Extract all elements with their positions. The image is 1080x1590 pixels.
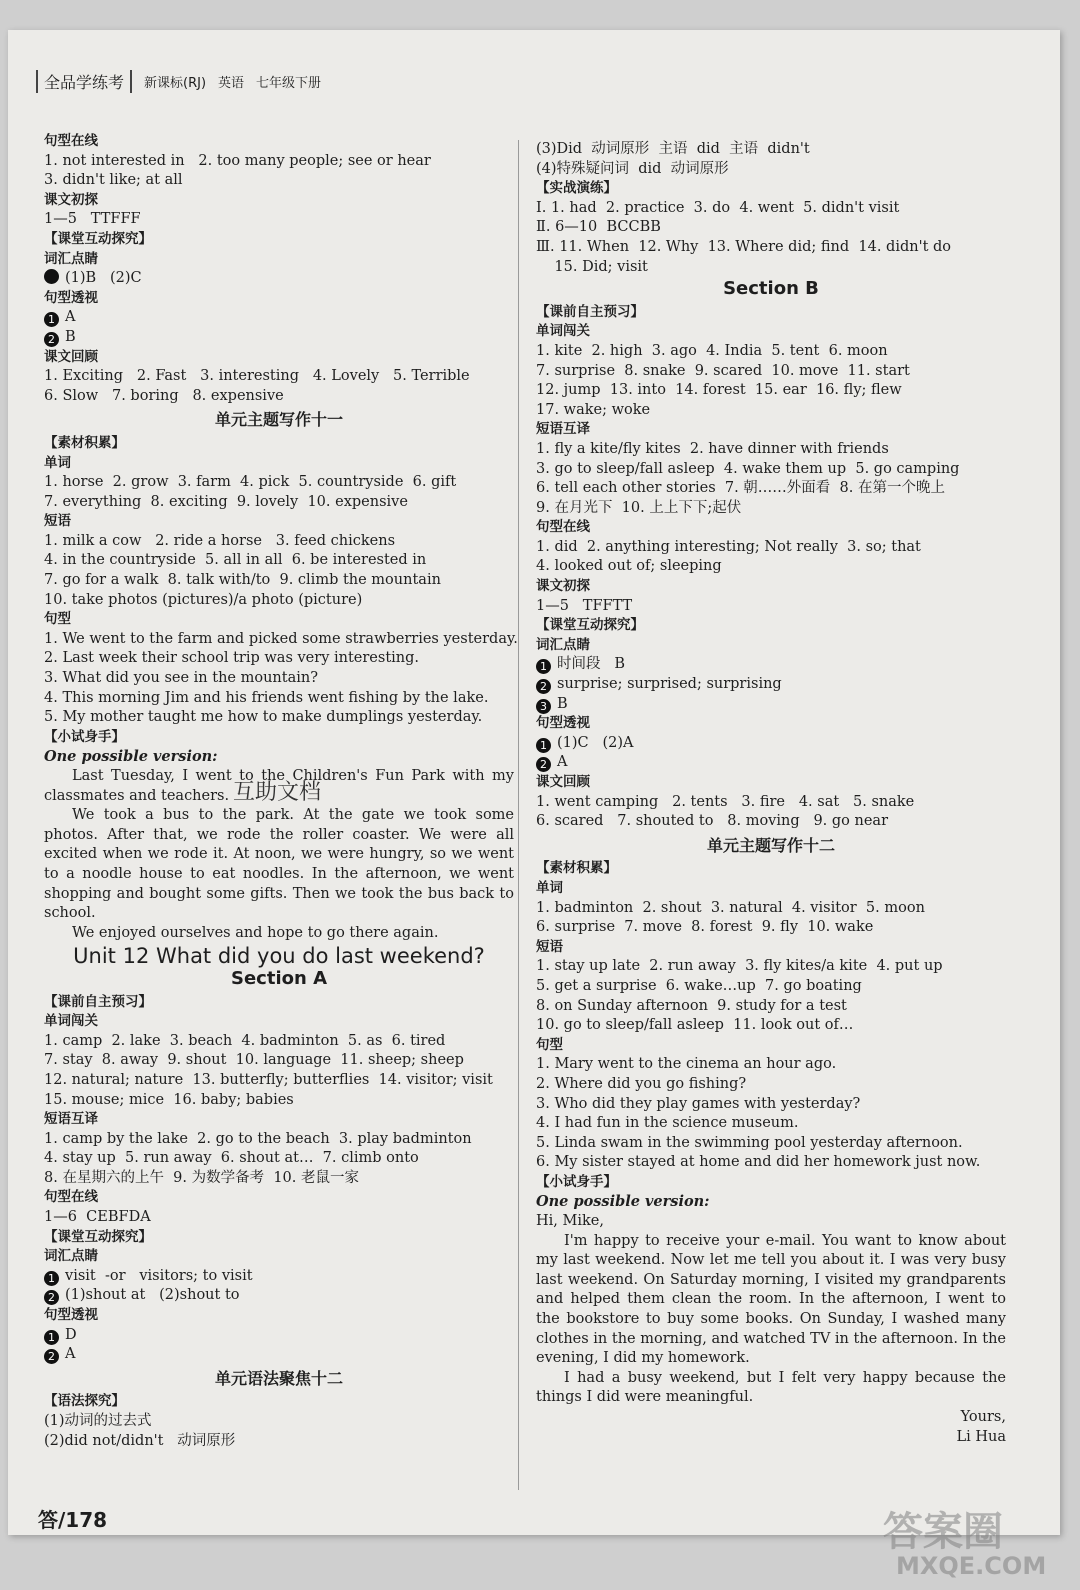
- section-heading: 单词: [44, 454, 71, 471]
- answer-line: (4)特殊疑问词 did 动词原形: [536, 160, 729, 177]
- section-heading: 【课前自主预习】: [536, 303, 644, 320]
- answer-text: D: [65, 1326, 77, 1343]
- answer-text: A: [557, 754, 568, 771]
- section-heading: 课文回顾: [536, 774, 590, 790]
- answer-line: 1. Exciting 2. Fast 3. interesting 4. Lovely 5. Terrible: [44, 368, 470, 385]
- section-heading: 课文初探: [536, 578, 590, 595]
- answer-line: 1. We went to the farm and picked some strawberries yesterday.: [44, 630, 518, 647]
- numbered-answer: [536, 675, 1006, 695]
- answer-line: 3. didn't like; at all: [44, 172, 183, 189]
- answer-text: A: [65, 309, 76, 326]
- handwritten-stamp: 互助文档: [233, 780, 322, 805]
- section-heading: 短语: [536, 938, 563, 955]
- answer-line: 4. I had fun in the science museum.: [536, 1115, 799, 1132]
- answer-line: 8. 在星期六的上午 9. 为数学备考 10. 老鼠一家: [44, 1169, 359, 1186]
- section-heading: 【小试身手】: [44, 728, 125, 745]
- answer-line: 1. stay up late 2. run away 3. fly kites/a kite 4. put up: [536, 958, 943, 975]
- answer-line: 7. stay 8. away 9. shout 10. language 11. sheep; sheep: [44, 1052, 464, 1069]
- answer-line: 4. This morning Jim and his friends went fishing by the lake.: [44, 689, 489, 706]
- section-heading: 课文回顾: [44, 348, 98, 365]
- section-heading: 句型透视: [44, 1307, 98, 1324]
- answer-line: 1. kite 2. high 3. ago 4. India 5. tent 6. moon: [536, 342, 888, 359]
- section-heading: 短语: [44, 513, 71, 530]
- answer-line: (1)动词的过去式: [44, 1413, 152, 1429]
- answer-line: 7. everything 8. exciting 9. lovely 10. expensive: [44, 493, 408, 510]
- numbered-answer: [44, 1345, 514, 1365]
- numbered-answer: [44, 1267, 514, 1287]
- number-badge-icon: 1: [44, 1330, 59, 1345]
- section-heading: 课文初探: [44, 191, 98, 208]
- number-badge-icon: 2: [44, 1290, 59, 1305]
- section-heading: 句型: [44, 611, 71, 628]
- answer-line: 1. badminton 2. shout 3. natural 4. visitor 5. moon: [536, 899, 925, 916]
- answer-line: 1—6 CEBFDA: [44, 1209, 151, 1226]
- unit-title: Unit 12 What did you do last weekend?: [73, 944, 485, 969]
- answer-line: 2. Where did you go fishing?: [536, 1075, 747, 1092]
- essay-paragraph: Last Tuesday, I went to the Children's Fun Park with my classmates and teachers.: [44, 768, 514, 804]
- answer-line: Ⅲ. 11. When 12. Why 13. Where did; find 14. didn't do: [536, 238, 952, 255]
- number-badge-icon: 1: [44, 312, 59, 327]
- answer-line: 10. go to sleep/fall asleep 11. look out of…: [536, 1017, 854, 1034]
- section-heading: 句型在线: [44, 133, 98, 149]
- essay-paragraph: We enjoyed ourselves and hope to go there again.: [72, 924, 439, 941]
- answer-line: 1. horse 2. grow 3. farm 4. pick 5. countryside 6. gift: [44, 474, 457, 491]
- answer-line: 15. mouse; mice 16. baby; babies: [44, 1091, 294, 1108]
- version-label: One possible version:: [44, 748, 218, 766]
- number-badge-icon: 2: [44, 332, 59, 347]
- answer-page: [8, 30, 1060, 1580]
- answer-line: 1. milk a cow 2. ride a horse 3. feed chickens: [44, 532, 396, 549]
- answer-line: 1. Mary went to the cinema an hour ago.: [536, 1056, 837, 1073]
- answer-line: 3. Who did they play games with yesterday?: [536, 1095, 861, 1112]
- numbered-answer: [536, 655, 1006, 675]
- subject-label: 英语: [218, 76, 245, 91]
- section-heading: 单词闯关: [44, 1013, 98, 1030]
- answer-line: Ⅱ. 6—10 BCCBB: [536, 219, 661, 236]
- signature-line: Li Hua: [956, 1428, 1006, 1445]
- answer-line: (2)did not/didn't 动词原形: [44, 1432, 236, 1449]
- answer-text: (1)C (2)A: [557, 734, 634, 751]
- section-heading: 词汇点睛: [44, 1248, 98, 1265]
- bullet-dot-icon: [44, 269, 59, 284]
- number-badge-icon: 1: [44, 1271, 59, 1286]
- version-label: One possible version:: [536, 1193, 710, 1211]
- section-heading: 单词闯关: [536, 323, 590, 340]
- answer-line: 15. Did; visit: [536, 258, 648, 275]
- section-heading: 【素材积累】: [44, 434, 125, 451]
- answer-line: Hi, Mike,: [536, 1213, 604, 1230]
- answer-line: 6. scared 7. shouted to 8. moving 9. go near: [536, 813, 889, 830]
- section-heading: 句型透视: [44, 289, 98, 306]
- right-column: [536, 140, 1006, 1447]
- answer-line: 7. go for a walk 8. talk with/to 9. climb the mountain: [44, 572, 441, 589]
- page-header: [36, 70, 321, 93]
- answer-line: 1. went camping 2. tents 3. fire 4. sat 5. snake: [536, 793, 915, 810]
- number-badge-icon: 1: [536, 659, 551, 674]
- numbered-answer: [44, 328, 514, 348]
- section-heading: 短语互译: [44, 1111, 98, 1128]
- answer-text: A: [65, 1346, 76, 1363]
- answer-text: surprise; surprised; surprising: [557, 676, 782, 693]
- answer-line: 1. camp 2. lake 3. beach 4. badminton 5. as 6. tired: [44, 1032, 446, 1049]
- answer-line: 4. stay up 5. run away 6. shout at… 7. climb onto: [44, 1150, 419, 1167]
- numbered-answer: [536, 734, 1006, 754]
- answer-line: 8. on Sunday afternoon 9. study for a test: [536, 997, 847, 1014]
- section-heading: 【小试身手】: [536, 1173, 617, 1190]
- numbered-answer: [44, 308, 514, 328]
- bullet-answer: [44, 269, 514, 289]
- section-heading: 【语法探究】: [44, 1393, 125, 1410]
- answer-text: visit -or visitors; to visit: [65, 1267, 253, 1284]
- answer-line: 7. surprise 8. snake 9. scared 10. move 11. start: [536, 362, 910, 379]
- module-title: 单元主题写作十二: [706, 835, 835, 855]
- answer-line: 12. jump 13. into 14. forest 15. ear 16. fly; flew: [536, 382, 902, 399]
- section-heading: 句型在线: [44, 1189, 98, 1206]
- numbered-answer: [44, 1286, 514, 1306]
- essay-paragraph: I'm happy to receive your e-mail. You want to know about my last weekend. Now let me tell you about it. I was very busy last weekend. On Saturday morning, I visited my grandparents and helped them clean the room. In the afternoon, I went to the bookstore to buy some books. On Sunday, I washed many clothes in the morning, and watched TV in the afternoon. In the evening, I did my homework.: [536, 1232, 1006, 1367]
- answer-line: 1—5 TTFFF: [44, 211, 141, 228]
- number-badge-icon: 2: [536, 757, 551, 772]
- section-heading: 【课前自主预习】: [44, 993, 152, 1010]
- section-heading: 【实战演练】: [536, 180, 617, 197]
- answer-text: (1)B (2)C: [65, 270, 142, 287]
- answer-line: 6. tell each other stories 7. 朝……外面看 8. 在第一个晚上: [536, 480, 945, 497]
- answer-text: 时间段 B: [557, 656, 625, 673]
- answer-text: B: [65, 328, 76, 345]
- answer-line: 5. My mother taught me how to make dumplings yesterday.: [44, 709, 483, 726]
- numbered-answer: [536, 753, 1006, 773]
- page-number: 答/178: [38, 1508, 108, 1532]
- answer-line: 3. What did you see in the mountain?: [44, 670, 318, 687]
- grade-label: 七年级下册: [256, 76, 322, 91]
- signature-line: Yours,: [960, 1409, 1006, 1425]
- section-heading: 词汇点睛: [44, 250, 98, 267]
- answer-line: 4. looked out of; sleeping: [536, 558, 722, 575]
- number-badge-icon: 2: [536, 679, 551, 694]
- answer-text: B: [557, 695, 568, 712]
- numbered-answer: [536, 695, 1006, 715]
- watermark-url: MXQE.COM: [896, 1552, 1047, 1580]
- module-title: 单元主题写作十一: [214, 410, 343, 430]
- module-title: 单元语法聚焦十二: [214, 1368, 343, 1388]
- answer-line: Ⅰ. 1. had 2. practice 3. do 4. went 5. didn't visit: [536, 199, 900, 216]
- watermark-logo: 答案圈: [883, 1509, 1003, 1555]
- answer-line: 12. natural; nature 13. butterfly; butterflies 14. visitor; visit: [44, 1071, 493, 1088]
- answer-line: (3)Did 动词原形 主语 did 主语 didn't: [536, 141, 810, 157]
- section-heading: 句型: [536, 1036, 563, 1053]
- answer-line: 9. 在月光下 10. 上上下下;起伏: [536, 499, 742, 516]
- section-title: Section B: [723, 278, 819, 300]
- section-heading: 句型在线: [536, 519, 590, 536]
- series-title: 全品学练考: [36, 70, 132, 93]
- answer-line: 1. camp by the lake 2. go to the beach 3. play badminton: [44, 1130, 472, 1147]
- section-heading: 【课堂互动探究】: [536, 617, 644, 634]
- answer-line: 6. Slow 7. boring 8. expensive: [44, 387, 284, 404]
- answer-line: 10. take photos (pictures)/a photo (picture): [44, 591, 363, 608]
- answer-line: 17. wake; woke: [536, 401, 651, 418]
- essay-paragraph: We took a bus to the park. At the gate we took some photos. After that, we rode the roller coaster. We were all excited when we rode it. At noon, we were hungry, so we went to a noodle house to eat noodles. In the afternoon, we went shopping and bought some gifts. Then we took the bus back to school.: [44, 807, 514, 922]
- edition-label: 新课标(RJ): [144, 76, 207, 91]
- answer-line: 1. did 2. anything interesting; Not really 3. so; that: [536, 538, 921, 555]
- numbered-answer: [44, 1326, 514, 1346]
- answer-line: 3. go to sleep/fall asleep 4. wake them up 5. go camping: [536, 460, 960, 477]
- answer-line: 5. get a surprise 6. wake…up 7. go boating: [536, 977, 862, 994]
- answer-line: 2. Last week their school trip was very interesting.: [44, 650, 420, 667]
- section-heading: 【素材积累】: [536, 860, 617, 877]
- column-divider: [518, 140, 519, 1490]
- section-heading: 句型透视: [536, 715, 590, 732]
- number-badge-icon: 2: [44, 1349, 59, 1364]
- section-heading: 【课堂互动探究】: [44, 1228, 152, 1245]
- number-badge-icon: 1: [536, 738, 551, 753]
- answer-line: 1—5 TFFTT: [536, 597, 633, 614]
- answer-line: 1. fly a kite/fly kites 2. have dinner with friends: [536, 440, 889, 457]
- number-badge-icon: 3: [536, 699, 551, 714]
- answer-line: 6. surprise 7. move 8. forest 9. fly 10. wake: [536, 919, 874, 936]
- section-heading: 单词: [536, 879, 563, 896]
- section-heading: 短语互译: [536, 421, 590, 438]
- section-heading: 【课堂互动探究】: [44, 230, 152, 247]
- essay-paragraph: I had a busy weekend, but I felt very happy because the things I did were meaningful.: [536, 1369, 1006, 1406]
- section-heading: 词汇点睛: [536, 636, 590, 653]
- answer-line: 1. not interested in 2. too many people; see or hear: [44, 152, 431, 169]
- answer-line: 5. Linda swam in the swimming pool yesterday afternoon.: [536, 1134, 963, 1151]
- answer-text: (1)shout at (2)shout to: [65, 1287, 240, 1304]
- answer-line: 4. in the countryside 5. all in all 6. be interested in: [44, 552, 427, 569]
- answer-line: 6. My sister stayed at home and did her homework just now.: [536, 1154, 981, 1171]
- section-title: Section A: [231, 967, 327, 989]
